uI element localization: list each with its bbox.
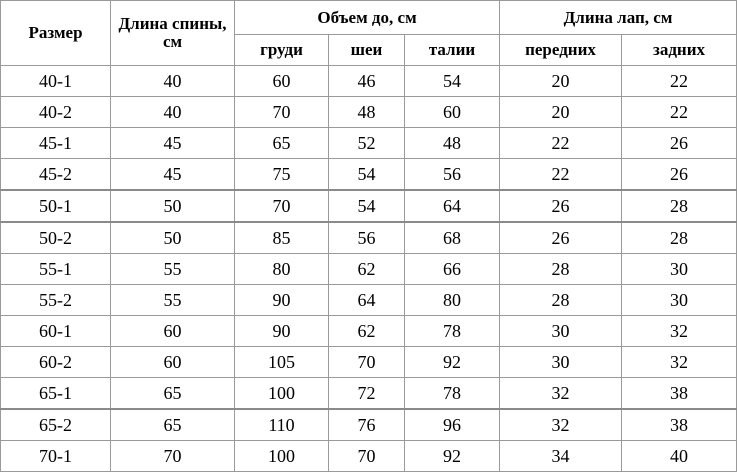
header-front-paws: передних	[500, 35, 622, 66]
cell-neck: 54	[329, 159, 405, 191]
table-row	[1, 409, 737, 441]
cell-size: 40-1	[1, 66, 111, 97]
cell-hind-paws: 30	[622, 254, 737, 285]
header-size: Размер	[1, 1, 111, 66]
cell-hind-paws: 38	[622, 378, 737, 410]
cell-front-paws: 20	[500, 66, 622, 97]
cell-waist: 80	[405, 285, 500, 316]
cell-back-length: 45	[111, 128, 235, 159]
cell-size: 50-2	[1, 222, 111, 254]
cell-front-paws: 34	[500, 441, 622, 472]
table-row	[1, 347, 737, 378]
cell-hind-paws: 26	[622, 159, 737, 191]
cell-chest: 75	[235, 159, 329, 191]
cell-size: 40-2	[1, 97, 111, 128]
cell-front-paws: 22	[500, 128, 622, 159]
cell-waist: 54	[405, 66, 500, 97]
cell-size: 60-2	[1, 347, 111, 378]
table-row	[1, 285, 737, 316]
cell-size: 55-2	[1, 285, 111, 316]
header-back-length: Длина спины, см	[111, 1, 235, 66]
cell-back-length: 55	[111, 254, 235, 285]
table-row	[1, 222, 737, 254]
cell-front-paws: 32	[500, 409, 622, 441]
cell-back-length: 55	[111, 285, 235, 316]
cell-back-length: 70	[111, 441, 235, 472]
cell-neck: 76	[329, 409, 405, 441]
cell-neck: 72	[329, 378, 405, 410]
cell-hind-paws: 22	[622, 66, 737, 97]
cell-chest: 105	[235, 347, 329, 378]
cell-neck: 70	[329, 347, 405, 378]
cell-hind-paws: 28	[622, 190, 737, 222]
table-row	[1, 128, 737, 159]
cell-hind-paws: 40	[622, 441, 737, 472]
cell-waist: 92	[405, 441, 500, 472]
cell-hind-paws: 30	[622, 285, 737, 316]
cell-size: 65-2	[1, 409, 111, 441]
cell-front-paws: 26	[500, 190, 622, 222]
table-row	[1, 159, 737, 191]
cell-hind-paws: 32	[622, 347, 737, 378]
cell-waist: 56	[405, 159, 500, 191]
table-header	[1, 1, 737, 66]
table-row	[1, 378, 737, 410]
cell-chest: 90	[235, 285, 329, 316]
cell-chest: 100	[235, 441, 329, 472]
header-paw-group: Длина лап, см	[500, 1, 737, 35]
cell-waist: 78	[405, 316, 500, 347]
cell-chest: 60	[235, 66, 329, 97]
cell-size: 65-1	[1, 378, 111, 410]
header-hind-paws: задних	[622, 35, 737, 66]
cell-back-length: 40	[111, 97, 235, 128]
table-body	[1, 66, 737, 472]
cell-neck: 52	[329, 128, 405, 159]
cell-back-length: 50	[111, 190, 235, 222]
cell-size: 70-1	[1, 441, 111, 472]
cell-size: 50-1	[1, 190, 111, 222]
cell-front-paws: 30	[500, 316, 622, 347]
table-row	[1, 441, 737, 472]
cell-front-paws: 28	[500, 285, 622, 316]
table-row	[1, 190, 737, 222]
header-neck: шеи	[329, 35, 405, 66]
cell-waist: 68	[405, 222, 500, 254]
cell-chest: 65	[235, 128, 329, 159]
cell-waist: 64	[405, 190, 500, 222]
cell-waist: 60	[405, 97, 500, 128]
table-row	[1, 254, 737, 285]
cell-back-length: 60	[111, 347, 235, 378]
cell-waist: 96	[405, 409, 500, 441]
cell-neck: 48	[329, 97, 405, 128]
cell-back-length: 50	[111, 222, 235, 254]
cell-neck: 46	[329, 66, 405, 97]
table-row	[1, 97, 737, 128]
cell-front-paws: 32	[500, 378, 622, 410]
cell-size: 45-2	[1, 159, 111, 191]
cell-waist: 66	[405, 254, 500, 285]
cell-size: 55-1	[1, 254, 111, 285]
cell-neck: 54	[329, 190, 405, 222]
header-chest: груди	[235, 35, 329, 66]
cell-waist: 92	[405, 347, 500, 378]
cell-size: 60-1	[1, 316, 111, 347]
cell-chest: 70	[235, 190, 329, 222]
cell-chest: 85	[235, 222, 329, 254]
cell-back-length: 45	[111, 159, 235, 191]
cell-neck: 62	[329, 316, 405, 347]
cell-hind-paws: 38	[622, 409, 737, 441]
cell-back-length: 65	[111, 378, 235, 410]
cell-neck: 62	[329, 254, 405, 285]
cell-waist: 48	[405, 128, 500, 159]
cell-chest: 70	[235, 97, 329, 128]
cell-front-paws: 22	[500, 159, 622, 191]
cell-neck: 70	[329, 441, 405, 472]
cell-chest: 100	[235, 378, 329, 410]
table-row	[1, 66, 737, 97]
cell-hind-paws: 22	[622, 97, 737, 128]
cell-hind-paws: 28	[622, 222, 737, 254]
cell-chest: 110	[235, 409, 329, 441]
table-row	[1, 316, 737, 347]
cell-waist: 78	[405, 378, 500, 410]
cell-chest: 90	[235, 316, 329, 347]
cell-front-paws: 30	[500, 347, 622, 378]
header-waist: талии	[405, 35, 500, 66]
cell-front-paws: 26	[500, 222, 622, 254]
cell-chest: 80	[235, 254, 329, 285]
cell-front-paws: 20	[500, 97, 622, 128]
cell-hind-paws: 26	[622, 128, 737, 159]
cell-neck: 64	[329, 285, 405, 316]
cell-hind-paws: 32	[622, 316, 737, 347]
cell-size: 45-1	[1, 128, 111, 159]
header-volume-group: Объем до, см	[235, 1, 500, 35]
cell-back-length: 60	[111, 316, 235, 347]
header-row-top	[1, 1, 737, 35]
cell-neck: 56	[329, 222, 405, 254]
cell-back-length: 65	[111, 409, 235, 441]
cell-back-length: 40	[111, 66, 235, 97]
cell-front-paws: 28	[500, 254, 622, 285]
